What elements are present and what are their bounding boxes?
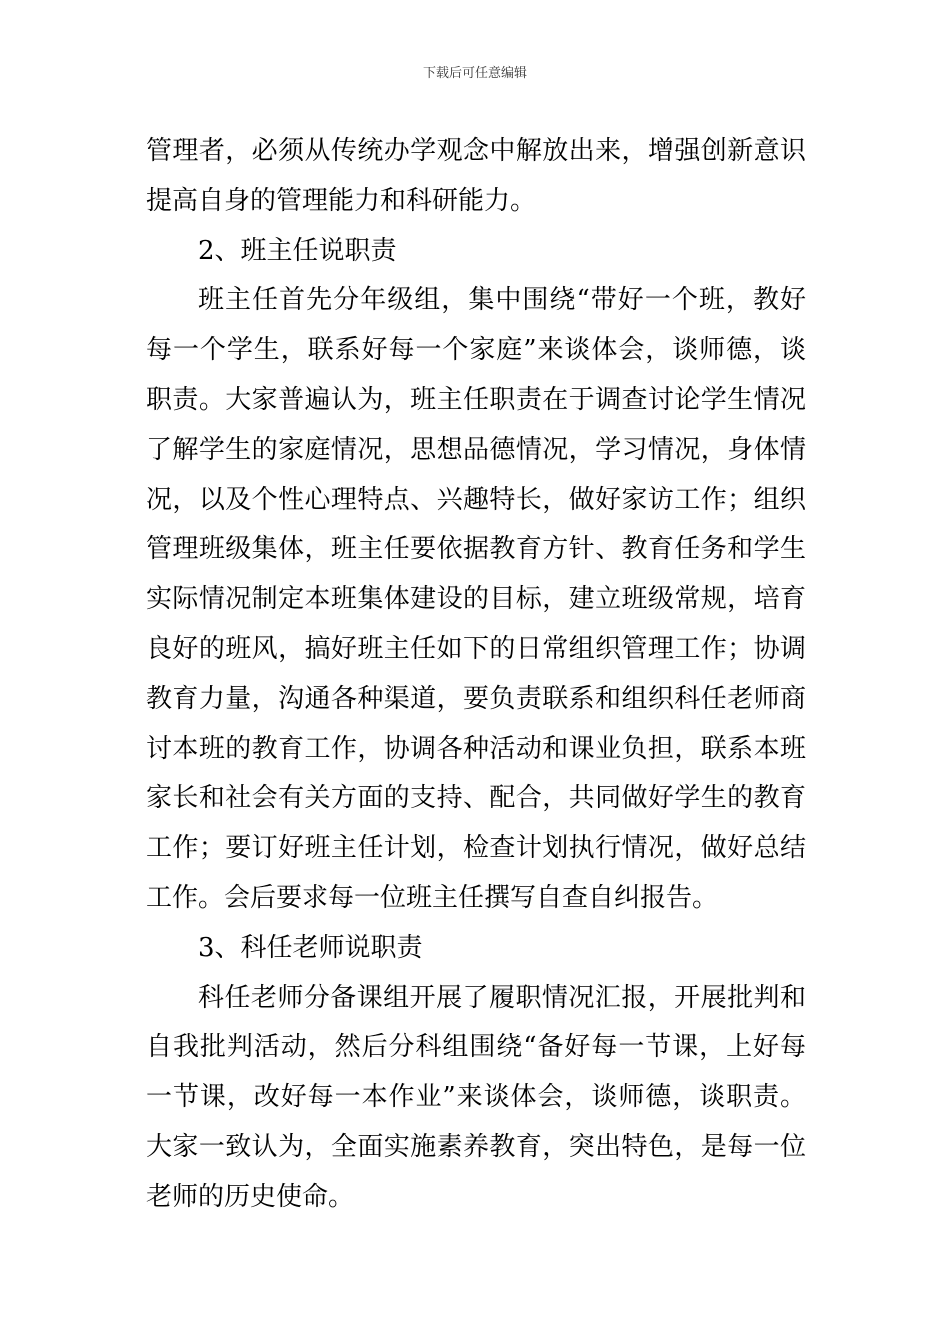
text-line: 实际情况制定本班集体建设的目标，建立班级常规，培育 bbox=[146, 584, 806, 615]
text-line: 讨本班的教育工作，协调各种活动和课业负担，联系本班 bbox=[146, 733, 806, 764]
page-header: 下载后可任意编辑 bbox=[422, 66, 527, 81]
text-line: 家长和社会有关方面的支持、配合，共同做好学生的教育 bbox=[146, 783, 806, 814]
text-line: 班主任首先分年级组，集中围绕“带好一个班，教好 bbox=[198, 285, 806, 316]
text-line: 老师的历史使命。 bbox=[146, 1181, 355, 1212]
text-line: 管理班级集体，班主任要依据教育方针、教育任务和学生 bbox=[146, 534, 806, 565]
section-heading: 3、科任老师说职责 bbox=[198, 932, 423, 963]
text-line: 提高自身的管理能力和科研能力。 bbox=[146, 185, 537, 216]
document-body bbox=[146, 127, 806, 1223]
text-line: 况，以及个性心理特点、兴趣特长，做好家访工作；组织 bbox=[146, 484, 806, 515]
text-line: 一节课，改好每一本作业”来谈体会，谈师德，谈职责。 bbox=[146, 1082, 806, 1113]
text-line: 工作；要订好班主任计划，检查计划执行情况，做好总结 bbox=[146, 833, 806, 864]
text-line: 大家一致认为，全面实施素养教育，突出特色，是每一位 bbox=[146, 1131, 806, 1162]
text-line: 良好的班风，搞好班主任如下的日常组织管理工作；协调 bbox=[146, 633, 806, 664]
section-heading: 2、班主任说职责 bbox=[198, 235, 397, 266]
text-line: 教育力量，沟通各种渠道，要负责联系和组织科任老师商 bbox=[146, 683, 806, 714]
text-line: 职责。大家普遍认为，班主任职责在于调查讨论学生情况 bbox=[146, 384, 806, 415]
text-line: 了解学生的家庭情况，思想品德情况，学习情况，身体情 bbox=[146, 434, 806, 465]
text-line: 自我批判活动，然后分科组围绕“备好每一节课，上好每 bbox=[146, 1032, 806, 1063]
text-line: 每一个学生，联系好每一个家庭”来谈体会，谈师德，谈 bbox=[146, 335, 806, 366]
text-line: 科任老师分备课组开展了履职情况汇报，开展批判和 bbox=[198, 982, 806, 1013]
text-line: 工作。会后要求每一位班主任撰写自查自纠报告。 bbox=[146, 882, 719, 913]
text-line: 管理者，必须从传统办学观念中解放出来，增强创新意识 bbox=[146, 136, 806, 166]
